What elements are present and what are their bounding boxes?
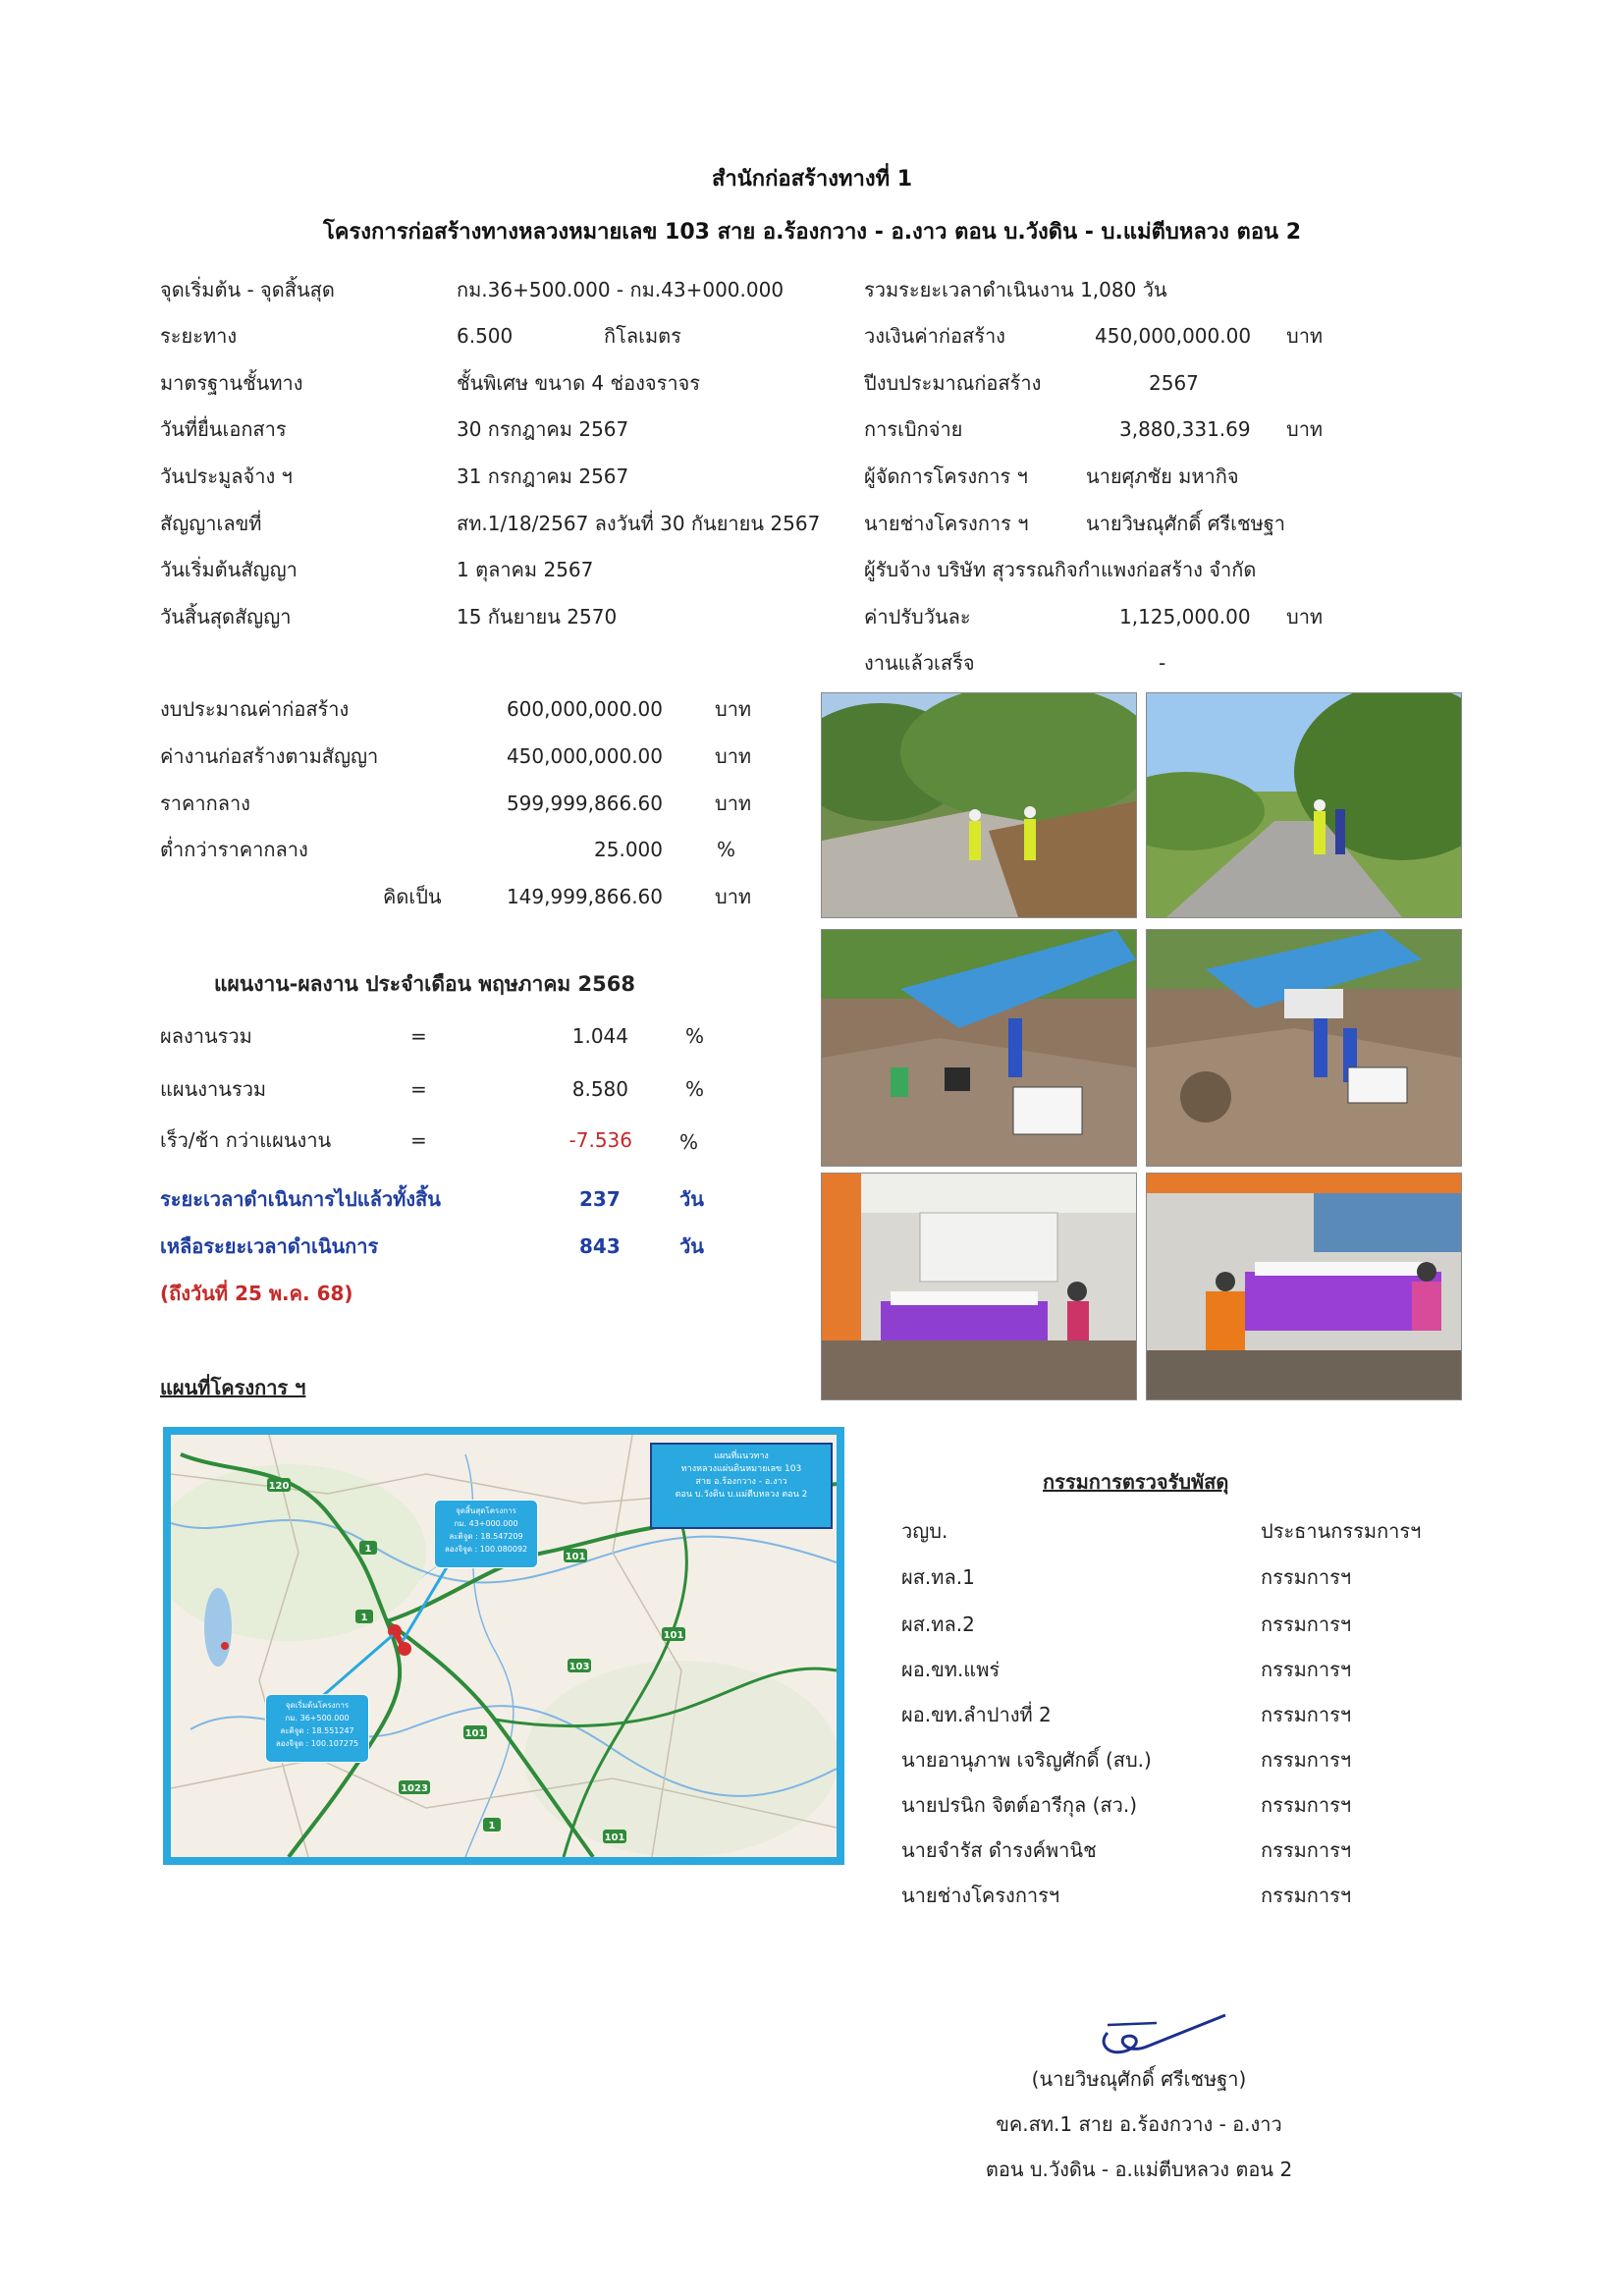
road-badge: 101 bbox=[604, 1832, 625, 1843]
road-badge: 1 bbox=[488, 1821, 496, 1831]
project-title: โครงการก่อสร้างทางหลวงหมายเลข 103 สาย อ.ร้องกวาง - อ.งาว ตอน บ.วังดิน - บ.แม่ตีบหลวง ตอน 2 bbox=[322, 220, 1302, 245]
committee-role: กรรมการฯ bbox=[1261, 1658, 1352, 1681]
committee-role: กรรมการฯ bbox=[1261, 1884, 1352, 1907]
legend-line: แผนที่แนวทาง bbox=[714, 1451, 769, 1461]
progress-eq: = bbox=[410, 1024, 427, 1048]
remaining-label: เหลือระยะเวลาดำเนินการ bbox=[160, 1234, 379, 1258]
budget-unit: % bbox=[717, 838, 736, 861]
progress-title: แผนงาน-ผลงาน ประจำเดือน พฤษภาคม 2568 bbox=[214, 972, 635, 996]
budget-value: 599,999,866.60 bbox=[506, 792, 663, 815]
progress-value: 1.044 bbox=[571, 1024, 628, 1048]
committee-member: นายจำรัส ดำรงค์พานิช bbox=[901, 1838, 1097, 1862]
signature-section: ตอน บ.วังดิน - อ.แม่ตีบหลวง ตอน 2 bbox=[985, 2158, 1293, 2181]
info-label: วันประมูลจ้าง ฯ bbox=[160, 465, 293, 488]
info-value: สท.1/18/2567 ลงวันที่ 30 กันยายน 2567 bbox=[457, 512, 821, 535]
info-label: วงเงินค่าก่อสร้าง bbox=[864, 324, 1005, 348]
committee-member: วญบ. bbox=[901, 1519, 948, 1543]
road-badge: 120 bbox=[268, 1481, 290, 1492]
info-unit: บาท bbox=[1286, 605, 1324, 629]
committee-heading: กรรมการตรวจรับพัสดุ bbox=[1043, 1470, 1229, 1494]
committee-role: ประธานกรรมการฯ bbox=[1261, 1519, 1422, 1543]
committee-member: ผอ.ขท.ลำปางที่ 2 bbox=[901, 1703, 1052, 1726]
start-point-line: กม. 36+500.000 bbox=[285, 1714, 350, 1722]
info-value: 15 กันยายน 2570 bbox=[457, 605, 618, 629]
info-label: มาตรฐานชั้นทาง bbox=[160, 371, 303, 395]
budget-value: 600,000,000.00 bbox=[506, 697, 663, 721]
budget-label: ราคากลาง bbox=[160, 792, 250, 815]
photo-drilling-1 bbox=[821, 929, 1137, 1167]
map-end-point-callout bbox=[434, 1500, 538, 1568]
info-label: ผู้รับจ้าง บริษัท สุวรรณกิจกำแพงก่อสร้าง จำกัด bbox=[864, 558, 1257, 581]
budget-unit: บาท bbox=[715, 744, 752, 768]
as-of-date: (ถึงวันที่ 25 พ.ค. 68) bbox=[160, 1282, 353, 1305]
info-value: ชั้นพิเศษ ขนาด 4 ช่องจราจร bbox=[457, 371, 701, 395]
committee-member: นายปรนิก จิตต์อารีกุล (สว.) bbox=[901, 1793, 1137, 1817]
progress-value: 8.580 bbox=[571, 1077, 628, 1101]
info-label: งานแล้วเสร็จ bbox=[864, 651, 975, 675]
info-value: กม.36+500.000 - กม.43+000.000 bbox=[457, 278, 785, 301]
committee-role: กรรมการฯ bbox=[1261, 1565, 1352, 1589]
info-label: สัญญาเลขที่ bbox=[160, 512, 262, 535]
info-unit: กิโลเมตร bbox=[604, 324, 681, 348]
budget-unit: บาท bbox=[715, 885, 752, 908]
elapsed-label: ระยะเวลาดำเนินการไปแล้วทั้งสิ้น bbox=[160, 1187, 441, 1211]
handwritten-signature bbox=[1088, 2003, 1235, 2062]
map-canvas bbox=[171, 1435, 837, 1857]
info-value: 1 ตุลาคม 2567 bbox=[457, 558, 594, 581]
budget-value: 149,999,866.60 bbox=[506, 885, 663, 908]
info-label: รวมระยะเวลาดำเนินงาน 1,080 วัน bbox=[864, 278, 1167, 301]
committee-member: นายช่างโครงการฯ bbox=[901, 1884, 1060, 1907]
info-value: 6.500 bbox=[457, 324, 514, 348]
progress-value-behind: -7.536 bbox=[568, 1128, 632, 1152]
info-value: 2567 bbox=[1149, 371, 1199, 395]
committee-role: กรรมการฯ bbox=[1261, 1703, 1352, 1726]
budget-label: คิดเป็น bbox=[383, 885, 442, 908]
progress-unit: % bbox=[685, 1024, 705, 1048]
info-value: - bbox=[1159, 651, 1166, 675]
info-label: ปีงบประมาณก่อสร้าง bbox=[864, 371, 1042, 395]
committee-role: กรรมการฯ bbox=[1261, 1793, 1352, 1817]
info-value: 1,125,000.00 bbox=[1119, 605, 1251, 629]
budget-value: 450,000,000.00 bbox=[506, 744, 663, 768]
progress-label: ผลงานรวม bbox=[160, 1024, 252, 1048]
road-badge: 101 bbox=[565, 1552, 586, 1562]
photo-road-survey-2 bbox=[1146, 692, 1462, 918]
committee-member: ผส.ทล.1 bbox=[901, 1565, 975, 1589]
road-badge: 1 bbox=[364, 1544, 372, 1555]
committee-role: กรรมการฯ bbox=[1261, 1748, 1352, 1772]
legend-line: ทางหลวงแผ่นดินหมายเลข 103 bbox=[680, 1464, 802, 1474]
progress-unit: % bbox=[685, 1077, 705, 1101]
start-point-line: จุดเริ่มต้นโครงการ bbox=[285, 1701, 350, 1710]
photo-meeting-2 bbox=[1146, 1173, 1462, 1400]
committee-member: นายอานุภาพ เจริญศักดิ์ (สบ.) bbox=[901, 1748, 1152, 1772]
info-value: 30 กรกฎาคม 2567 bbox=[457, 417, 629, 441]
road-badge: 101 bbox=[464, 1728, 486, 1739]
progress-eq: = bbox=[410, 1128, 427, 1152]
photo-meeting-1 bbox=[821, 1173, 1137, 1400]
progress-label: แผนงานรวม bbox=[160, 1077, 267, 1101]
road-badge: 103 bbox=[568, 1662, 590, 1672]
info-label: การเบิกจ่าย bbox=[864, 417, 963, 441]
info-value: นายศุภชัย มหากิจ bbox=[1086, 465, 1239, 488]
photo-road-survey-1 bbox=[821, 692, 1137, 918]
info-label: ค่าปรับวันละ bbox=[864, 605, 971, 629]
committee-role: กรรมการฯ bbox=[1261, 1613, 1352, 1636]
remaining-unit: วัน bbox=[679, 1234, 704, 1258]
committee-role: กรรมการฯ bbox=[1261, 1838, 1352, 1862]
speed-label: เร็ว/ช้า กว่าแผนงาน bbox=[160, 1128, 332, 1152]
start-point-line: ลองจิจูด : 100.107275 bbox=[275, 1739, 359, 1748]
end-point-line: กม. 43+000.000 bbox=[454, 1519, 518, 1528]
committee-member: ผอ.ขท.แพร่ bbox=[901, 1658, 1001, 1681]
progress-label-speed bbox=[160, 1127, 331, 1153]
elapsed-unit: วัน bbox=[679, 1187, 704, 1211]
info-value: 31 กรกฎาคม 2567 bbox=[457, 465, 629, 488]
info-value: นายวิษณุศักดิ์ ศรีเชษฐา bbox=[1086, 512, 1286, 535]
end-point-line: ละติจูด : 18.547209 bbox=[449, 1532, 523, 1541]
progress-eq: = bbox=[410, 1077, 427, 1101]
info-label: วันเริ่มต้นสัญญา bbox=[160, 558, 298, 581]
info-value: 3,880,331.69 bbox=[1119, 417, 1251, 441]
budget-label: ต่ำกว่าราคากลาง bbox=[160, 838, 308, 861]
remaining-value: 843 bbox=[579, 1234, 621, 1258]
road-badge: 1023 bbox=[401, 1783, 428, 1794]
office-title: สำนักก่อสร้างทางที่ 1 bbox=[711, 167, 913, 191]
info-label: ระยะทาง bbox=[160, 324, 238, 348]
end-point-line: ลองจิจูด : 100.080092 bbox=[444, 1545, 528, 1554]
info-label: วันสิ้นสุดสัญญา bbox=[160, 605, 292, 629]
end-point-line: จุดสิ้นสุดโครงการ bbox=[456, 1506, 516, 1515]
road-badge: 1 bbox=[360, 1613, 368, 1623]
legend-line: ตอน บ.วังดิน บ.แม่ตีบหลวง ตอน 2 bbox=[675, 1490, 808, 1500]
progress-unit: % bbox=[679, 1130, 699, 1154]
info-label: นายช่างโครงการ ฯ bbox=[864, 512, 1029, 535]
budget-label: ค่างานก่อสร้างตามสัญญา bbox=[160, 744, 379, 768]
signature-name: (นายวิษณุศักดิ์ ศรีเชษฐา) bbox=[1031, 2067, 1247, 2091]
info-label: วันที่ยื่นเอกสาร bbox=[160, 417, 287, 441]
elapsed-value: 237 bbox=[579, 1187, 621, 1211]
legend-line: สาย อ.ร้องกวาง - อ.งาว bbox=[695, 1477, 787, 1487]
info-value: 450,000,000.00 bbox=[1095, 324, 1252, 348]
info-label: จุดเริ่มต้น - จุดสิ้นสุด bbox=[160, 278, 335, 301]
committee-member: ผส.ทล.2 bbox=[901, 1613, 975, 1636]
start-point-line: ละติจูด : 18.551247 bbox=[280, 1726, 354, 1735]
photo-drilling-2 bbox=[1146, 929, 1462, 1167]
budget-value: 25.000 bbox=[594, 838, 663, 861]
map-start-point-callout bbox=[265, 1694, 369, 1763]
budget-unit: บาท bbox=[715, 792, 752, 815]
road-badge: 101 bbox=[663, 1630, 684, 1641]
budget-label: งบประมาณค่าก่อสร้าง bbox=[160, 697, 350, 721]
info-unit: บาท bbox=[1286, 324, 1324, 348]
info-label: ผู้จัดการโครงการ ฯ bbox=[864, 465, 1028, 488]
info-unit: บาท bbox=[1286, 417, 1324, 441]
map-heading: แผนที่โครงการ ฯ bbox=[160, 1376, 306, 1399]
signature-position: ขค.สท.1 สาย อ.ร้องกวาง - อ.งาว bbox=[996, 2112, 1282, 2136]
map-legend-box bbox=[650, 1443, 833, 1529]
budget-unit: บาท bbox=[715, 697, 752, 721]
project-map bbox=[163, 1427, 844, 1865]
